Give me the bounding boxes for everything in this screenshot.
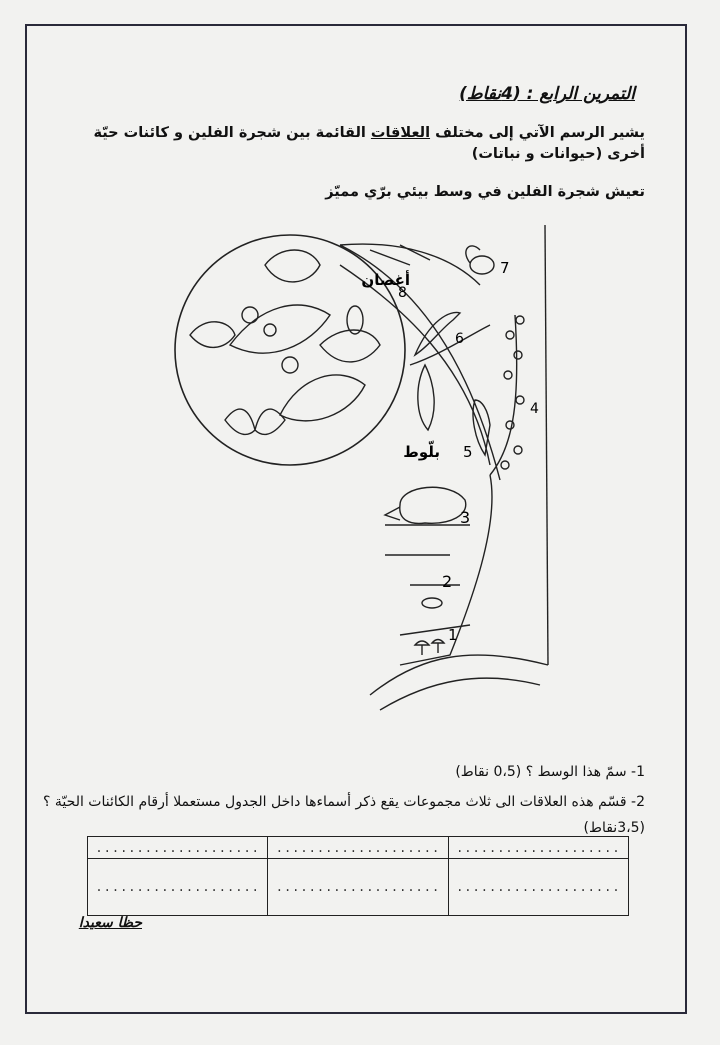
trunk-right-edge: [545, 225, 548, 665]
label-5: 5: [463, 443, 473, 461]
label-buds: أغصان: [361, 271, 410, 289]
intro-text-1: يشير الرسم الآتي إلى مختلف: [430, 125, 645, 141]
label-8: 8: [398, 285, 407, 301]
question-2: 2- قسّم هذه العلاقات الى ثلاث مجموعات يقع ذكر أسماءها داخل الجدول مستعملا أرقام الكائنات الحيّة ؟ (3،5نقاط): [43, 794, 645, 836]
cork-oak-illustration: [170, 225, 560, 715]
answer-cell[interactable]: ....................: [448, 859, 628, 916]
label-7: 7: [500, 259, 510, 277]
answer-cell[interactable]: ....................: [448, 837, 628, 859]
label-4: 4: [530, 401, 539, 417]
trunk-left-edge: [400, 475, 492, 665]
answer-cell[interactable]: ....................: [88, 837, 268, 859]
answer-cell[interactable]: ....................: [268, 859, 448, 916]
answer-table: [87, 836, 629, 916]
label-3: 3: [460, 508, 471, 527]
intro-keyword: العلاقات: [370, 125, 431, 141]
exercise-subtitle: تعيش شجرة الفلين في وسط بيئي برّي مميّز: [325, 184, 645, 200]
magnifier-circle: [175, 235, 405, 465]
label-1: 1: [448, 626, 458, 644]
question-1: 1- سمّ هذا الوسط ؟ (0،5 نقاط): [455, 764, 645, 780]
table-row: [88, 837, 629, 859]
exercise-title: التمرين الرابع : (4نقاط): [459, 84, 635, 104]
table-row: [88, 859, 629, 916]
label-6: 6: [455, 331, 464, 347]
answer-cell[interactable]: ....................: [268, 837, 448, 859]
exercise-intro: [85, 123, 645, 165]
label-2: 2: [442, 572, 453, 591]
good-luck-text: حظا سعيدا: [78, 915, 142, 931]
intro-text-2: القائمة بين شجرة الفلين و كائنات حيّة أخرى (حيوانات و نباتات): [93, 125, 645, 162]
label-acorn: بلّوط: [403, 443, 440, 461]
answer-cell[interactable]: ....................: [88, 859, 268, 916]
